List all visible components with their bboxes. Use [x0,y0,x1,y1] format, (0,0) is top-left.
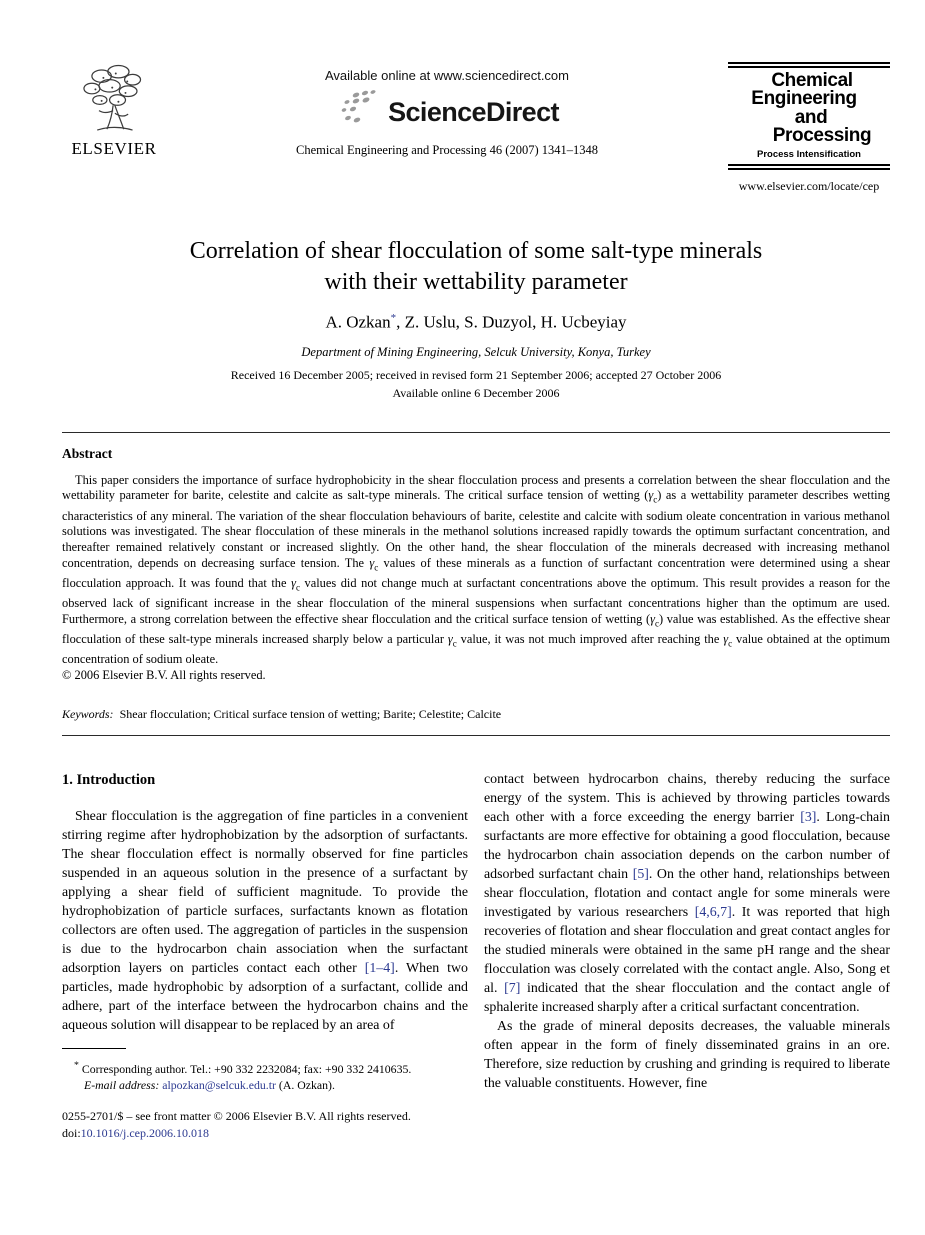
keywords-label: Keywords: [62,707,114,722]
affiliation: Department of Mining Engineering, Selcuk University, Konya, Turkey [301,344,651,359]
gamma-c-symbol: $\gamma_c$ [291,575,300,593]
abstract-bottom-rule [62,735,890,736]
journal-logo-rule-top [728,62,890,64]
journal-logo-line2: Engineering [751,88,857,110]
journal-citation: Chemical Engineering and Processing 46 (2007) 1341–1348 [295,143,599,157]
gamma-c-symbol: $\gamma_c$ [650,611,659,629]
ref-4-6-7[interactable]: [4,6,7] [694,905,732,921]
abstract-body: This paper considers the importance of surface hydrophobicity in the shear flocculation process and presents a correlation between the shear flocculation and the wettability parameter for barite, celestite and calcite as salt-type minerals. The critical surface tension of wetting $(\gamma_c)$ as a wettability parameter describes wetting characteristics of any mineral. The variation of the shear flocculation behaviours of barite, celestite and calcite with sodium oleate concentration in various methanol solutions was investigated. The shear flocculation of these minerals in the methanol solutions increased rapidly towards the optimum surfactant concentration, and thereafter remained relatively constant or increased slightly. On the other hand, the shear flocculation of the minerals decreased with increasing methanol concentration, depends on decreasing surface tension. The $\gamma_c$ values of these minerals as a function of surfactant concentration were determined using a shear flocculation approach. It was found that the $\gamma_c$ values did not change much at surfactant concentrations above the optimum. This result provides a reason for the observed lack of significant increase in the shear flocculation of the mineral suspensions when surfactant concentrations higher than the optimum are used. Furthermore, a strong correlation between the effective shear flocculation and the critical surface tension of wetting $(\gamma_c)$ value was established. As the effective shear flocculation of these salt-type minerals increased sharply below a particular $\gamma_c$ value, it was not much improved after reaching the $\gamma_c$ value obtained at the optimum concentration of sodium oleate. [62,472,890,666]
available-online-date: Available online 6 December 2006 [392,385,560,400]
left-column [62,770,468,1093]
sciencedirect-logo [166,90,728,126]
journal-cover-logo [728,62,890,194]
email-link[interactable]: alpozkan@selcuk.edu.tr [162,1077,276,1092]
intro-paragraph-right-1: contact between hydrocarbon chains, thereby reducing the surface energy of the system. This is achieved by throwing particles towards each other with a force exceeding the energy barrier [3]. Long-chain surfactants are more effective for obtaining a good flocculation, because the hydrocarbon chain association depends on the carbon number of adsorbed surfactant chain [5]. On the other hand, relationships between shear flocculation, flotation and contact angle for some minerals were investigated by various researchers [4,6,7]. It was reported that high recoveries of flotation and shear flocculation and great contact angles for the studied minerals were obtained in the same pH range and the shear flocculation was closely correlated with the contact angle. Also, Song et al. [7] indicated that the shear flocculation and the contact angle of sphalerite increased sharply after a critical surfactant concentration. [484,772,890,1016]
corresponding-author-asterisk[interactable]: * [390,311,397,324]
doi-link[interactable]: 10.1016/j.cep.2006.10.018 [80,1125,209,1140]
front-matter-line: 0255-2701/$ – see front matter © 2006 Elsevier B.V. All rights reserved. [62,1109,411,1124]
journal-logo-rule-top2 [728,66,890,68]
journal-logo-line3: and [794,106,828,128]
journal-logo-line1: Chemical [771,69,853,91]
available-online-text: Available online at www.sciencedirect.com [325,68,569,83]
intro-paragraph-right-2: As the grade of mineral deposits decreases, the valuable minerals often appear in the form of finely disseminated grains in an ore. Therefore, size reduction by crushing and grinding is required to liberate the valuable constituents. However, fine [484,1019,890,1092]
received-dates: Received 16 December 2005; received in revised form 21 September 2006; accepted 27 October 2006 [230,367,722,382]
ref-3[interactable]: [3] [800,810,817,826]
gamma-c-symbol: $\gamma_c$ [447,631,457,649]
intro-paragraph-left: Shear flocculation is the aggregation of fine particles in a convenient stirring regime after hydrophobization by the adsorption of surfactants. The shear flocculation effect is normally observed for fine particles suspended in an aqueous solution in the presence of a surfactant by applying a shear field of sufficient magnitude. To provide the hydrophobization of particle surfaces, surfactants known as flotation collectors are often used. The aggregation of particles in the suspension is due to the hydrocarbon chain association when the surfactant adsorption layers on particles contact each other [1–4]. When two particles, made hydrophobic by adsorption of a surfactant, collide and adhere, part of the interface between the hydrocarbon chains and the aqueous solution will disappear to be replaced by an area of [62,809,468,1034]
journal-logo-subtitle: Process Intensification [756,149,861,161]
gamma-c-symbol: $\gamma_c$ [648,488,658,505]
ref-5[interactable]: [5] [632,867,649,883]
elsevier-tree-icon [71,62,157,138]
journal-logo-rule-bottom2 [728,164,890,166]
ref-1-4[interactable]: [1–4] [364,961,395,977]
title-block [62,236,890,401]
elsevier-logo [62,62,166,159]
keywords-text: Shear flocculation; Critical surface tension of wetting; Barite; Celestite; Calcite [119,707,502,722]
author-list: A. Ozkan*, Z. Uslu, S. Duzyol, H. Ucbeyiay [325,311,627,332]
page-header [62,62,890,194]
sciencedirect-wordmark: ScienceDirect [388,97,559,127]
sciencedirect-dots-icon [335,90,381,126]
footnote-block [62,1040,468,1093]
ref-7[interactable]: [7] [504,981,521,997]
journal-logo-rule-bottom [728,168,890,170]
copyright-line: © 2006 Elsevier B.V. All rights reserved. [62,667,266,682]
body-columns [62,770,890,1093]
keywords-line [62,707,890,722]
footnote-corresponding-author: * Corresponding author. Tel.: +90 332 2232084; fax: +90 332 2410635. [74,1060,412,1077]
footnote-rule [62,1048,126,1049]
gamma-c-symbol: $\gamma_c$ [369,555,379,573]
elsevier-wordmark: ELSEVIER [71,139,157,158]
abstract-section [62,446,890,723]
gamma-c-symbol: $\gamma_c$ [723,631,733,649]
section-heading-introduction: 1. Introduction [62,772,156,789]
page-footer [62,1108,890,1141]
journal-url-link[interactable]: www.elsevier.com/locate/cep [738,178,880,193]
abstract-top-rule [62,432,890,433]
article-title: Correlation of shear flocculation of some salt-type minerals with their wettability parameter [189,237,763,296]
footnote-email: E-mail address: alpozkan@selcuk.edu.tr (A. Ozkan). [84,1077,335,1092]
doi-line: doi:10.1016/j.cep.2006.10.018 [62,1125,209,1140]
right-column [484,770,890,1093]
abstract-heading: Abstract [62,445,113,461]
journal-logo-line4: Processing [772,125,872,147]
header-center [166,62,728,158]
